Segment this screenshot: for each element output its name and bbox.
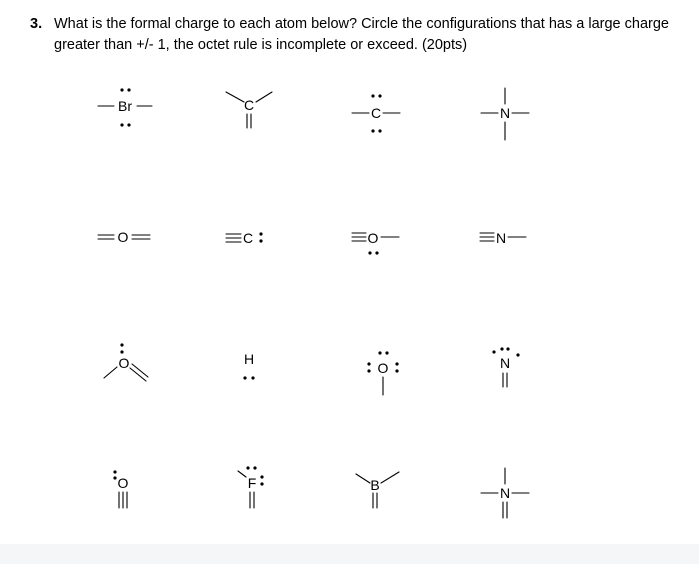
atom-label: C xyxy=(370,105,382,121)
structure-r2c2 xyxy=(226,230,263,246)
structure-r4c1 xyxy=(113,470,128,508)
atom-label: O xyxy=(117,229,129,245)
structure-r1c3 xyxy=(352,94,400,132)
atom-label: C xyxy=(243,97,255,113)
lone-pair-dots xyxy=(243,376,254,379)
atom-label: H xyxy=(243,351,255,367)
question-text: What is the formal charge to each atom below? Circle the configurations that has a large charge greater than +/- 1, the octet rule is incomplete or exceed. (20pts) xyxy=(54,16,669,53)
atom-label: N xyxy=(499,485,511,501)
structure-r2c4 xyxy=(480,230,526,246)
structure-r3c1 xyxy=(104,343,148,381)
structure-r2c3 xyxy=(352,230,399,255)
atom-label: O xyxy=(118,355,130,371)
lone-pair-dots xyxy=(120,343,123,353)
atom-label: C xyxy=(242,230,254,246)
lone-pair-dots xyxy=(368,251,378,254)
atom-label: B xyxy=(370,477,380,493)
atom-label: Br xyxy=(118,98,132,114)
structure-r3c2 xyxy=(243,351,254,380)
structure-r2c1 xyxy=(98,229,150,245)
atom-label: F xyxy=(247,475,257,491)
lone-pair-dots xyxy=(113,470,116,479)
structure-r3c4 xyxy=(492,347,519,387)
bottom-band xyxy=(0,544,699,564)
structure-r4c4 xyxy=(481,468,529,518)
atom-label: O xyxy=(117,475,129,491)
lone-pair-dots xyxy=(259,232,262,242)
structure-r4c2 xyxy=(238,466,264,508)
structure-r1c4 xyxy=(481,88,529,140)
structure-r3c3 xyxy=(367,351,398,395)
structure-r4c3 xyxy=(356,472,399,508)
structure-r1c2 xyxy=(226,92,272,128)
atom-label: N xyxy=(499,105,511,121)
question-number: 3. xyxy=(30,16,43,32)
atom-label: N xyxy=(499,355,511,371)
atom-label: O xyxy=(377,360,389,376)
atom-label: N xyxy=(495,230,507,246)
atom-label: O xyxy=(367,230,379,246)
structure-r1c1 xyxy=(98,88,152,126)
